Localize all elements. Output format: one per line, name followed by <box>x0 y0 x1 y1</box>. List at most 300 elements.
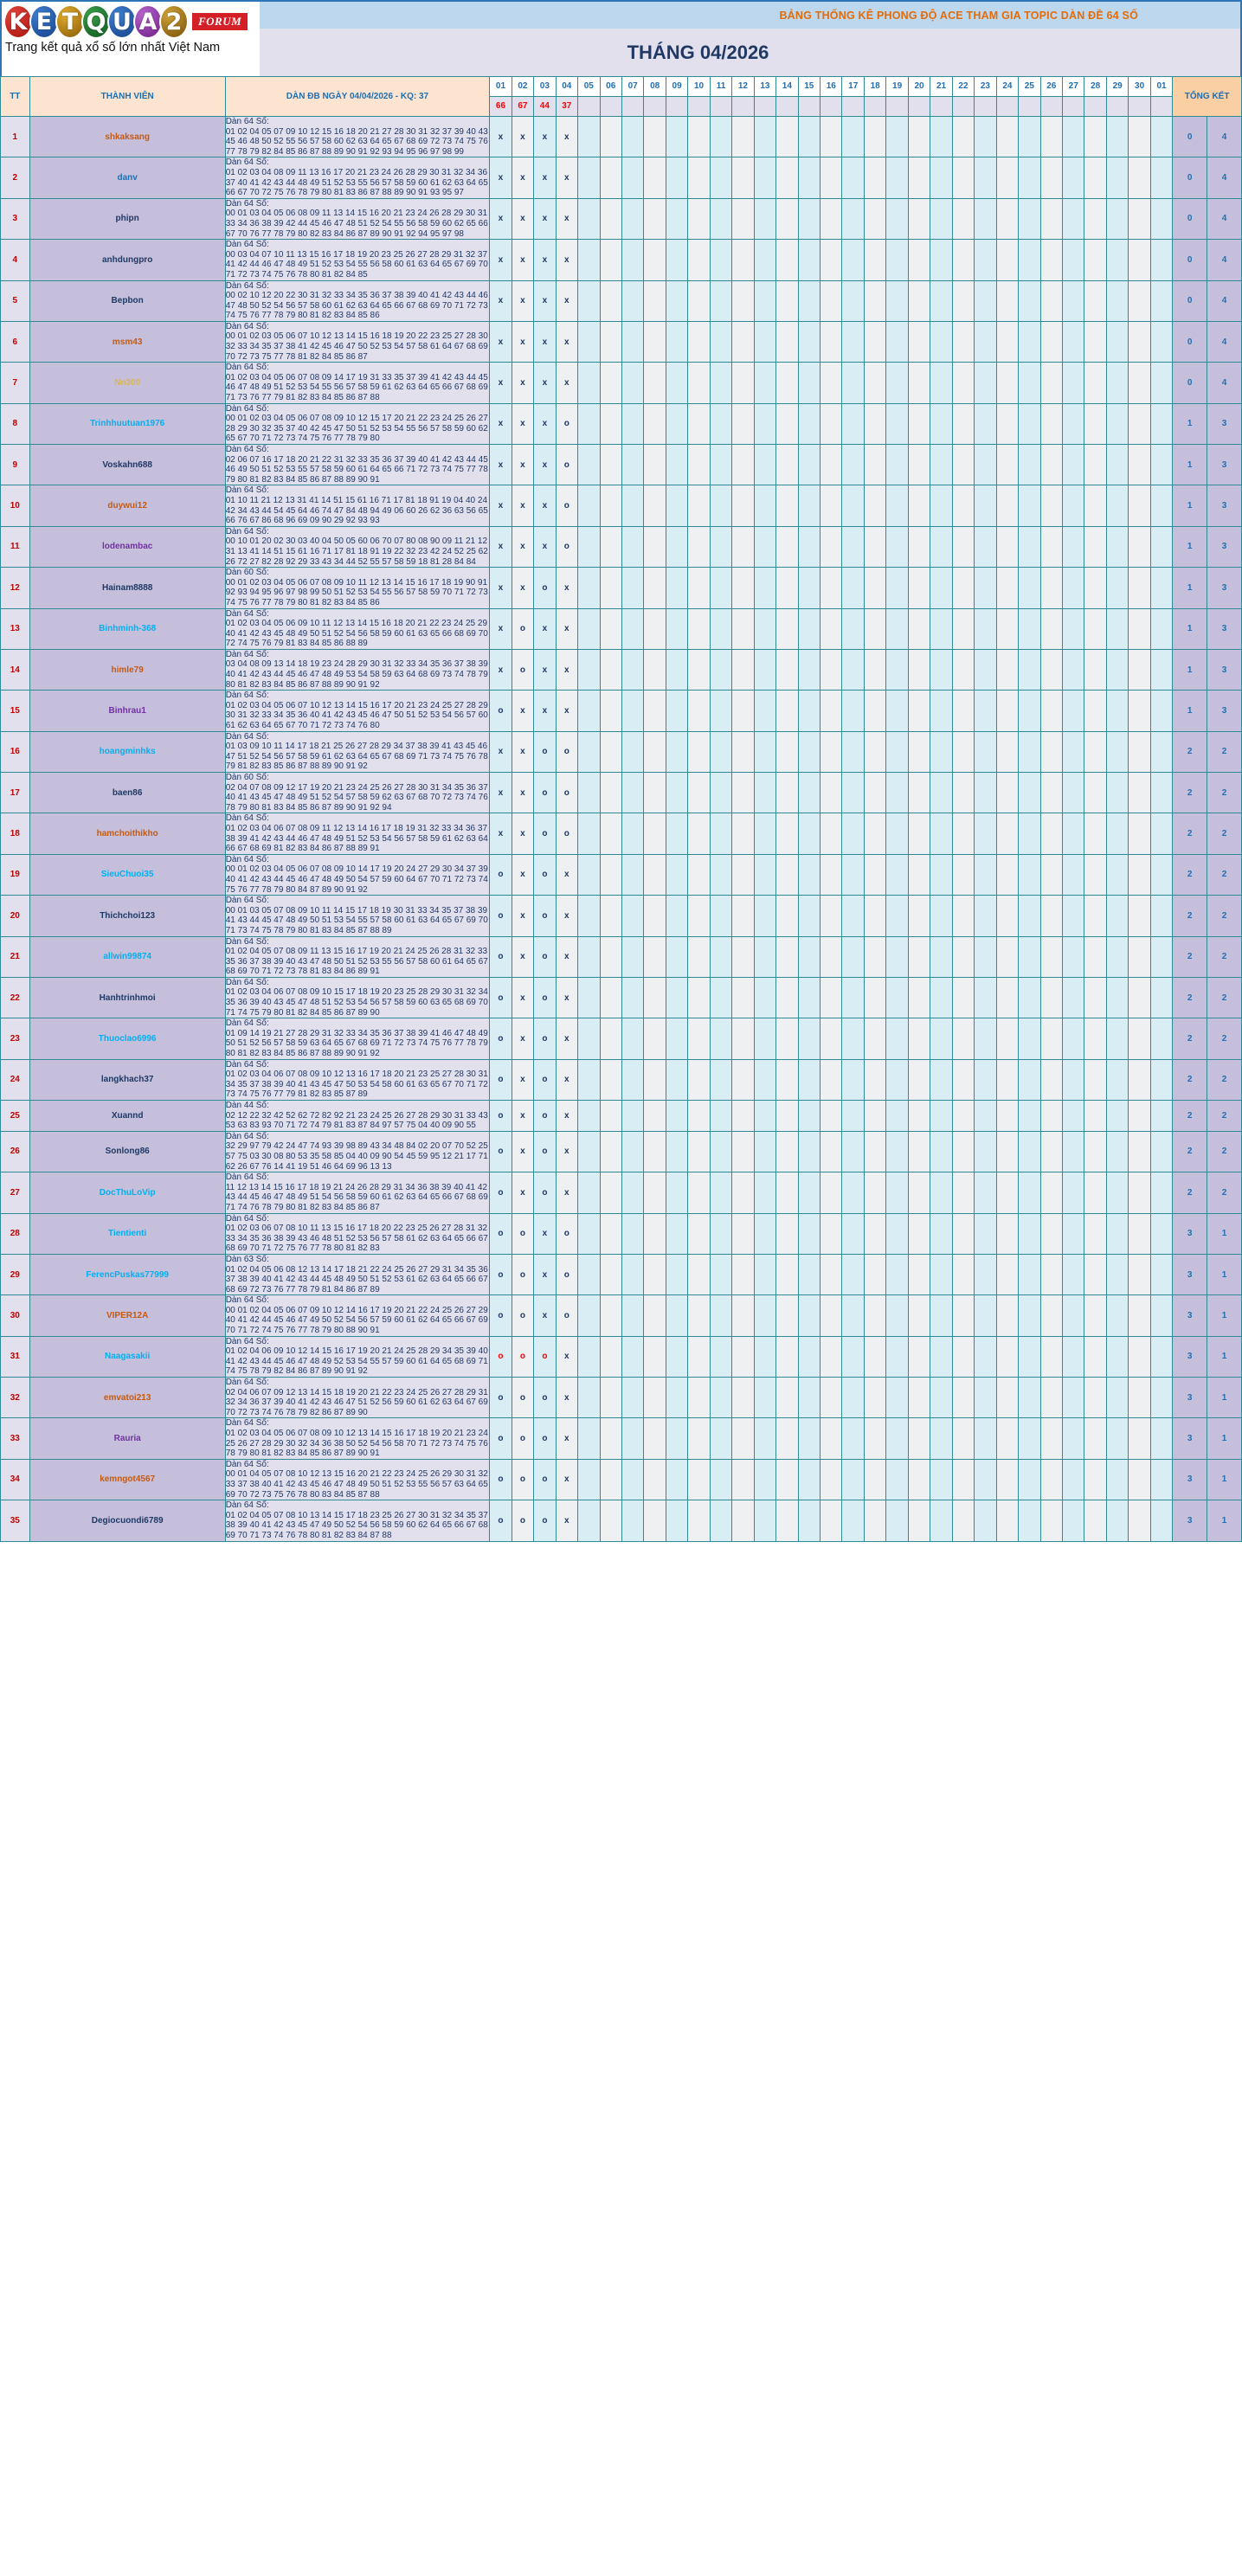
day-mark-28 <box>1084 198 1106 239</box>
day-mark-25 <box>1019 691 1040 731</box>
day-mark-12 <box>732 1459 754 1500</box>
member-name[interactable]: Sonlong86 <box>29 1131 225 1172</box>
table-row <box>1 1101 1242 1132</box>
day-result-05 <box>578 97 600 117</box>
day-mark-21 <box>930 240 952 280</box>
total-miss: 1 <box>1173 445 1207 485</box>
day-mark-08 <box>644 321 666 362</box>
day-mark-23 <box>975 445 996 485</box>
day-mark-29 <box>1106 1172 1128 1213</box>
day-mark-10 <box>688 608 710 649</box>
day-mark-15 <box>798 854 820 895</box>
day-mark-22 <box>952 321 974 362</box>
row-index: 18 <box>1 813 30 854</box>
day-mark-17 <box>842 896 864 936</box>
day-mark-26 <box>1040 198 1062 239</box>
dan-numbers <box>225 1500 490 1541</box>
day-mark-06 <box>600 691 621 731</box>
day-header-12: 12 <box>732 77 754 97</box>
day-mark-01 <box>1150 280 1172 321</box>
total-hit: 3 <box>1207 691 1242 731</box>
day-mark-16 <box>820 608 842 649</box>
member-name[interactable]: Rauria <box>29 1418 225 1459</box>
day-mark-15 <box>798 731 820 772</box>
statistics-table <box>0 76 1242 1542</box>
day-mark-02: x <box>512 1018 533 1059</box>
day-mark-19 <box>886 731 908 772</box>
day-mark-18 <box>864 363 885 403</box>
day-mark-16 <box>820 649 842 690</box>
day-mark-26 <box>1040 936 1062 977</box>
table-row <box>1 896 1242 936</box>
day-mark-10 <box>688 1131 710 1172</box>
day-mark-26 <box>1040 485 1062 526</box>
dan-number-list: 01 02 03 04 05 06 07 10 12 13 14 15 16 17 20 21 23 24 25 27 28 29 30 31 32 33 34 35 36 40 41 42 43 45 46 47 50 51 52 53 54 56 57 60 61 62 63 64 65 67 70 71 72 73 74 76 80 <box>225 700 488 731</box>
day-mark-01: o <box>490 1336 512 1377</box>
day-mark-16 <box>820 157 842 198</box>
table-row <box>1 691 1242 731</box>
day-mark-05 <box>578 773 600 813</box>
day-mark-10 <box>688 936 710 977</box>
day-mark-17 <box>842 240 864 280</box>
day-mark-13 <box>754 691 775 731</box>
member-name[interactable]: Binhminh-368 <box>29 608 225 649</box>
day-mark-27 <box>1063 936 1084 977</box>
dan-count-label: Dàn 64 Số: <box>225 1213 269 1224</box>
day-mark-04: x <box>556 1459 577 1500</box>
day-mark-01 <box>1150 773 1172 813</box>
day-mark-14 <box>776 1254 798 1294</box>
day-mark-15 <box>798 691 820 731</box>
day-mark-22 <box>952 526 974 567</box>
day-mark-01 <box>1150 649 1172 690</box>
day-mark-30 <box>1129 321 1150 362</box>
day-mark-15 <box>798 1459 820 1500</box>
day-mark-02: o <box>512 1213 533 1254</box>
total-hit: 2 <box>1207 854 1242 895</box>
member-name[interactable]: Bepbon <box>29 280 225 321</box>
header-row <box>1 77 1242 97</box>
day-mark-10 <box>688 403 710 444</box>
day-mark-11 <box>710 1213 731 1254</box>
day-mark-04: o <box>556 1213 577 1254</box>
site-logo[interactable] <box>2 2 258 74</box>
member-name[interactable]: baen86 <box>29 773 225 813</box>
dan-number-list: 00 01 02 04 05 06 07 09 10 12 14 16 17 19 20 21 22 24 25 26 27 29 40 41 42 44 45 46 47 49 50 52 54 56 57 59 60 61 62 64 65 66 67 69 70 71 72 74 75 76 77 78 79 80 88 90 91 <box>225 1305 488 1336</box>
member-name[interactable]: langkhach37 <box>29 1059 225 1100</box>
day-mark-19 <box>886 403 908 444</box>
member-name[interactable]: SieuChuoi35 <box>29 854 225 895</box>
day-mark-04: x <box>556 1418 577 1459</box>
dan-number-list: 01 02 03 04 06 07 08 09 10 12 13 16 17 18 20 21 23 25 27 28 30 31 34 35 37 38 39 40 41 43 45 47 50 53 54 58 60 61 63 65 67 70 71 72 73 74 75 76 77 79 81 82 83 85 87 89 <box>225 1070 488 1100</box>
day-mark-21 <box>930 773 952 813</box>
day-mark-25 <box>1019 526 1040 567</box>
day-header-17: 17 <box>842 77 864 97</box>
day-mark-26 <box>1040 854 1062 895</box>
member-name[interactable]: Xuannd <box>29 1101 225 1132</box>
day-mark-23 <box>975 485 996 526</box>
day-mark-18 <box>864 240 885 280</box>
day-mark-21 <box>930 1213 952 1254</box>
day-mark-05 <box>578 445 600 485</box>
day-mark-11 <box>710 1500 731 1541</box>
day-mark-14 <box>776 1018 798 1059</box>
day-mark-17 <box>842 1378 864 1418</box>
day-mark-11 <box>710 1254 731 1294</box>
day-mark-28 <box>1084 1131 1106 1172</box>
member-name[interactable]: duywui12 <box>29 485 225 526</box>
member-name[interactable]: himle79 <box>29 649 225 690</box>
day-mark-10 <box>688 321 710 362</box>
day-mark-10 <box>688 1378 710 1418</box>
day-mark-14 <box>776 403 798 444</box>
day-mark-12 <box>732 240 754 280</box>
day-mark-30 <box>1129 1172 1150 1213</box>
member-name[interactable]: kemngot4567 <box>29 1459 225 1500</box>
day-mark-14 <box>776 1500 798 1541</box>
day-mark-06 <box>600 485 621 526</box>
day-mark-09 <box>666 526 687 567</box>
day-mark-22 <box>952 1459 974 1500</box>
table-row <box>1 1500 1242 1541</box>
day-mark-24 <box>996 813 1018 854</box>
day-mark-17 <box>842 445 864 485</box>
day-mark-01: o <box>490 1018 512 1059</box>
day-mark-29 <box>1106 568 1128 608</box>
day-mark-05 <box>578 117 600 157</box>
total-hit: 1 <box>1207 1295 1242 1336</box>
day-mark-27 <box>1063 1101 1084 1132</box>
day-mark-23 <box>975 1418 996 1459</box>
dan-count-label: Dàn 64 Số: <box>225 117 269 126</box>
total-hit: 1 <box>1207 1500 1242 1541</box>
day-mark-06 <box>600 198 621 239</box>
day-mark-03: o <box>534 731 556 772</box>
day-mark-22 <box>952 1131 974 1172</box>
day-mark-21 <box>930 1336 952 1377</box>
dan-count-label: Dàn 64 Số: <box>225 608 269 619</box>
day-mark-23 <box>975 896 996 936</box>
day-mark-30 <box>1129 1059 1150 1100</box>
day-mark-21 <box>930 485 952 526</box>
day-mark-09 <box>666 936 687 977</box>
dan-number-list: 03 04 08 09 13 14 18 19 23 24 28 29 30 31 32 33 34 35 36 37 38 39 40 41 42 43 44 45 46 47 48 49 53 54 58 59 63 64 68 69 73 74 78 79 80 81 82 83 84 85 86 87 88 89 90 91 92 <box>225 659 488 690</box>
day-mark-25 <box>1019 854 1040 895</box>
total-hit: 2 <box>1207 1131 1242 1172</box>
day-mark-01 <box>1150 1172 1172 1213</box>
day-mark-10 <box>688 1418 710 1459</box>
day-mark-25 <box>1019 1131 1040 1172</box>
day-mark-06 <box>600 1018 621 1059</box>
day-mark-14 <box>776 649 798 690</box>
row-index: 25 <box>1 1101 30 1132</box>
member-name[interactable]: allwin99874 <box>29 936 225 977</box>
day-mark-17 <box>842 813 864 854</box>
day-mark-08 <box>644 936 666 977</box>
day-mark-19 <box>886 977 908 1018</box>
dan-count-label: Dàn 44 Số: <box>225 1101 269 1110</box>
day-mark-16 <box>820 1213 842 1254</box>
day-mark-12 <box>732 1254 754 1294</box>
day-mark-08 <box>644 240 666 280</box>
day-mark-18 <box>864 568 885 608</box>
day-mark-01 <box>1150 1131 1172 1172</box>
day-mark-04: o <box>556 1254 577 1294</box>
day-mark-21 <box>930 936 952 977</box>
day-mark-09 <box>666 117 687 157</box>
day-mark-11 <box>710 691 731 731</box>
day-mark-11 <box>710 1101 731 1132</box>
day-mark-17 <box>842 1418 864 1459</box>
day-mark-30 <box>1129 1378 1150 1418</box>
dan-count-label: Dàn 64 Số: <box>225 280 269 291</box>
day-mark-05 <box>578 1172 600 1213</box>
day-mark-13 <box>754 445 775 485</box>
day-mark-12 <box>732 198 754 239</box>
day-mark-02: x <box>512 813 533 854</box>
day-mark-17 <box>842 936 864 977</box>
member-name[interactable]: anhdungpro <box>29 240 225 280</box>
total-miss: 3 <box>1173 1459 1207 1500</box>
day-mark-20 <box>908 977 930 1018</box>
day-mark-17 <box>842 1500 864 1541</box>
month-title: THÁNG 04/2026 <box>627 41 769 63</box>
day-mark-18 <box>864 321 885 362</box>
day-mark-29 <box>1106 1336 1128 1377</box>
day-mark-19 <box>886 1172 908 1213</box>
table-row <box>1 157 1242 198</box>
total-miss: 2 <box>1173 731 1207 772</box>
day-mark-11 <box>710 936 731 977</box>
total-miss: 1 <box>1173 568 1207 608</box>
day-mark-22 <box>952 649 974 690</box>
day-mark-20 <box>908 1254 930 1294</box>
day-mark-11 <box>710 1059 731 1100</box>
member-name[interactable]: Tientienti <box>29 1213 225 1254</box>
day-mark-18 <box>864 1459 885 1500</box>
day-mark-29 <box>1106 1101 1128 1132</box>
day-mark-02: o <box>512 1336 533 1377</box>
day-mark-29 <box>1106 526 1128 567</box>
member-name[interactable]: danv <box>29 157 225 198</box>
day-mark-16 <box>820 1172 842 1213</box>
day-mark-23 <box>975 1336 996 1377</box>
day-mark-14 <box>776 773 798 813</box>
day-mark-30 <box>1129 280 1150 321</box>
day-mark-27 <box>1063 568 1084 608</box>
member-name[interactable]: emvatoi213 <box>29 1378 225 1418</box>
total-miss: 3 <box>1173 1500 1207 1541</box>
day-mark-17 <box>842 691 864 731</box>
dan-number-list: 00 01 02 03 05 06 07 10 12 13 14 15 16 18 19 20 22 23 25 27 28 30 32 33 34 35 37 38 41 42 45 46 47 50 52 53 54 57 58 61 64 67 68 69 70 72 73 75 77 78 81 82 84 85 86 87 <box>225 331 488 362</box>
total-hit: 2 <box>1207 813 1242 854</box>
day-mark-13 <box>754 526 775 567</box>
total-hit: 1 <box>1207 1378 1242 1418</box>
day-mark-07 <box>621 198 643 239</box>
day-mark-02: x <box>512 977 533 1018</box>
day-mark-12 <box>732 1500 754 1541</box>
day-mark-12 <box>732 1172 754 1213</box>
day-mark-01: x <box>490 445 512 485</box>
day-mark-30 <box>1129 568 1150 608</box>
day-mark-25 <box>1019 1059 1040 1100</box>
day-mark-19 <box>886 691 908 731</box>
day-mark-26 <box>1040 813 1062 854</box>
row-index: 24 <box>1 1059 30 1100</box>
day-mark-19 <box>886 1500 908 1541</box>
day-mark-03: x <box>534 280 556 321</box>
day-mark-03: o <box>534 1018 556 1059</box>
dan-number-list: 00 01 04 05 07 08 10 12 13 15 16 20 21 22 23 24 25 26 29 30 31 32 33 37 38 40 41 42 43 45 46 47 48 49 50 51 52 53 55 56 57 63 64 65 69 70 72 73 75 76 78 80 83 84 85 87 88 <box>225 1469 488 1500</box>
day-mark-08 <box>644 1500 666 1541</box>
day-mark-29 <box>1106 363 1128 403</box>
day-mark-10 <box>688 157 710 198</box>
day-mark-27 <box>1063 896 1084 936</box>
day-header-10: 10 <box>688 77 710 97</box>
total-miss: 2 <box>1173 977 1207 1018</box>
day-mark-03: o <box>534 1059 556 1100</box>
day-header-23: 23 <box>975 77 996 97</box>
member-name[interactable]: hoangminhks <box>29 731 225 772</box>
table-row <box>1 1459 1242 1500</box>
day-mark-14 <box>776 1295 798 1336</box>
day-mark-29 <box>1106 854 1128 895</box>
member-name[interactable]: Degiocuondi6789 <box>29 1500 225 1541</box>
day-mark-25 <box>1019 198 1040 239</box>
member-name[interactable]: Nn300 <box>29 363 225 403</box>
day-mark-28 <box>1084 649 1106 690</box>
day-mark-19 <box>886 1059 908 1100</box>
day-mark-13 <box>754 1131 775 1172</box>
day-mark-07 <box>621 773 643 813</box>
day-mark-11 <box>710 363 731 403</box>
table-row <box>1 363 1242 403</box>
member-name[interactable]: Binhrau1 <box>29 691 225 731</box>
day-mark-11 <box>710 445 731 485</box>
row-index: 20 <box>1 896 30 936</box>
member-name[interactable]: Thichchoi123 <box>29 896 225 936</box>
day-mark-18 <box>864 649 885 690</box>
day-mark-19 <box>886 240 908 280</box>
day-mark-23 <box>975 1254 996 1294</box>
dan-count-label: Dàn 64 Số: <box>225 240 269 250</box>
day-mark-12 <box>732 445 754 485</box>
day-mark-02: x <box>512 445 533 485</box>
member-name[interactable]: Hainam8888 <box>29 568 225 608</box>
day-mark-24 <box>996 157 1018 198</box>
day-mark-02: x <box>512 280 533 321</box>
day-mark-19 <box>886 198 908 239</box>
day-mark-13 <box>754 1059 775 1100</box>
day-mark-09 <box>666 485 687 526</box>
member-name[interactable]: FerencPuskas77999 <box>29 1254 225 1294</box>
day-mark-07 <box>621 977 643 1018</box>
dan-numbers <box>225 813 490 854</box>
day-mark-26 <box>1040 649 1062 690</box>
day-header-16: 16 <box>820 77 842 97</box>
day-mark-07 <box>621 1500 643 1541</box>
day-mark-01 <box>1150 1459 1172 1500</box>
day-mark-11 <box>710 1131 731 1172</box>
day-mark-08 <box>644 485 666 526</box>
member-name[interactable]: shkaksang <box>29 117 225 157</box>
member-name[interactable]: Trinhhuutuan1976 <box>29 403 225 444</box>
day-mark-06 <box>600 1101 621 1132</box>
day-mark-06 <box>600 649 621 690</box>
dan-numbers <box>225 568 490 608</box>
day-mark-30 <box>1129 445 1150 485</box>
total-miss: 2 <box>1173 936 1207 977</box>
member-name[interactable]: msm43 <box>29 321 225 362</box>
member-name[interactable]: phipn <box>29 198 225 239</box>
day-mark-10 <box>688 977 710 1018</box>
day-mark-01: o <box>490 1131 512 1172</box>
dan-numbers <box>225 773 490 813</box>
day-mark-11 <box>710 813 731 854</box>
day-mark-14 <box>776 240 798 280</box>
day-mark-10 <box>688 773 710 813</box>
day-mark-10 <box>688 1101 710 1132</box>
day-mark-01: x <box>490 198 512 239</box>
day-mark-07 <box>621 1459 643 1500</box>
day-mark-03: o <box>534 854 556 895</box>
day-mark-06 <box>600 608 621 649</box>
member-name[interactable]: Thuoclao6996 <box>29 1018 225 1059</box>
member-name[interactable]: Hanhtrinhmoi <box>29 977 225 1018</box>
member-name[interactable]: Naagasakii <box>29 1336 225 1377</box>
day-mark-21 <box>930 568 952 608</box>
member-name[interactable]: hamchoithikho <box>29 813 225 854</box>
total-hit: 4 <box>1207 280 1242 321</box>
total-miss: 0 <box>1173 240 1207 280</box>
day-mark-03: o <box>534 1172 556 1213</box>
dan-numbers <box>225 240 490 280</box>
day-mark-11 <box>710 731 731 772</box>
day-result-17 <box>842 97 864 117</box>
day-mark-21 <box>930 198 952 239</box>
day-mark-14 <box>776 321 798 362</box>
day-mark-01 <box>1150 1418 1172 1459</box>
member-name[interactable]: lodenambac <box>29 526 225 567</box>
total-miss: 2 <box>1173 1018 1207 1059</box>
day-mark-16 <box>820 321 842 362</box>
total-hit: 3 <box>1207 568 1242 608</box>
day-mark-01 <box>1150 403 1172 444</box>
member-name[interactable]: VIPER12A <box>29 1295 225 1336</box>
day-mark-26 <box>1040 1500 1062 1541</box>
day-mark-04: x <box>556 896 577 936</box>
day-mark-03: o <box>534 977 556 1018</box>
day-mark-18 <box>864 936 885 977</box>
day-mark-03: x <box>534 321 556 362</box>
day-mark-16 <box>820 936 842 977</box>
day-mark-02: o <box>512 649 533 690</box>
day-mark-13 <box>754 731 775 772</box>
day-mark-12 <box>732 731 754 772</box>
day-mark-05 <box>578 485 600 526</box>
day-mark-18 <box>864 1018 885 1059</box>
day-mark-02: o <box>512 1254 533 1294</box>
day-mark-06 <box>600 1336 621 1377</box>
day-mark-05 <box>578 1459 600 1500</box>
dan-numbers <box>225 1418 490 1459</box>
table-row <box>1 1172 1242 1213</box>
member-name[interactable]: DocThuLoVip <box>29 1172 225 1213</box>
table-row <box>1 1418 1242 1459</box>
day-mark-18 <box>864 198 885 239</box>
member-name[interactable]: Voskahn688 <box>29 445 225 485</box>
table-row <box>1 854 1242 895</box>
